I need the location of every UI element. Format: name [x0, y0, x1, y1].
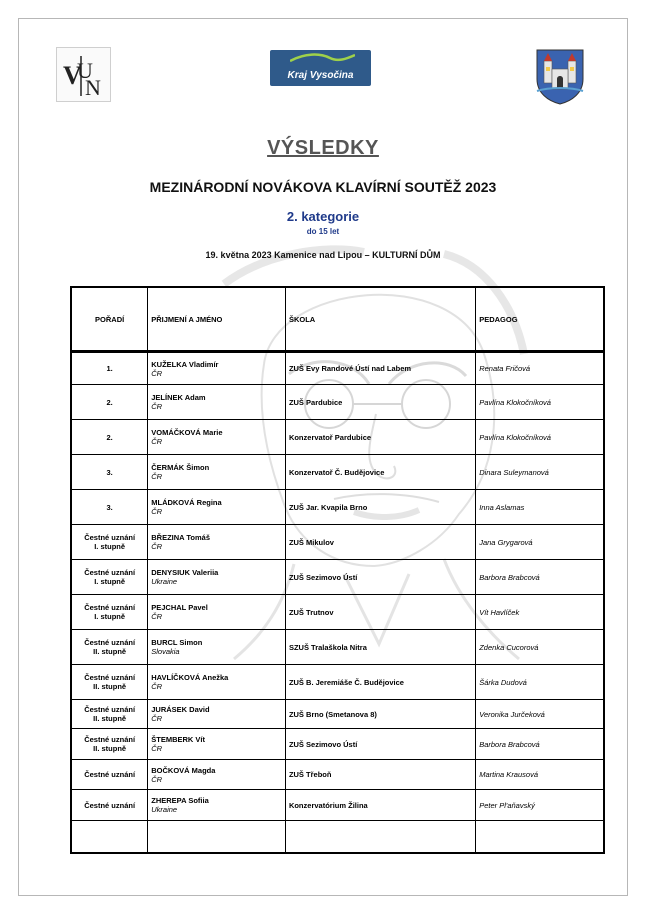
participant-name: VOMÁČKOVÁ Marie	[151, 428, 223, 437]
rank-cell	[71, 420, 148, 455]
svg-text:U: U	[77, 58, 93, 83]
name-cell	[148, 595, 286, 630]
rank-cell	[71, 385, 148, 420]
name-cell	[148, 790, 286, 821]
rank-cell	[71, 665, 148, 700]
teacher-cell: Šárka Dudová	[476, 665, 604, 700]
teacher-cell: Inna Aslamas	[476, 490, 604, 525]
table-row	[71, 760, 604, 790]
page-title: VÝSLEDKY	[267, 137, 379, 159]
rank-label: Čestné uznání	[84, 533, 136, 542]
vun-monogram-logo	[56, 47, 111, 102]
school-cell: ZUŠ B. Jeremiáše Č. Budějovice	[285, 665, 475, 700]
table-row	[71, 595, 604, 630]
school-cell: SZUŠ Tralaškola Nitra	[285, 630, 475, 665]
teacher-cell: Veronika Jurčeková	[476, 700, 604, 729]
teacher-cell: Barbora Brabcová	[476, 729, 604, 760]
participant-country: ČR	[151, 612, 163, 621]
school-cell: ZUŠ Brno (Smetanova 8)	[285, 700, 475, 729]
rank-cell	[71, 700, 148, 729]
participant-name: DENYSIUK Valeriia	[151, 568, 219, 577]
participant-country: ČR	[151, 714, 163, 723]
participant-country: ČR	[151, 744, 163, 753]
teacher-cell: Zdenka Cucorová	[476, 630, 604, 665]
name-cell	[148, 700, 286, 729]
participant-country: ČR	[151, 682, 163, 691]
rank-label: 3.	[106, 467, 113, 477]
table-row	[71, 385, 604, 420]
rank-level: I. stupně	[94, 542, 126, 551]
participant-name: BURCL Simon	[151, 638, 203, 647]
participant-country: ČR	[151, 507, 163, 516]
rank-label: Čestné uznání	[84, 568, 136, 577]
category-heading: 2. kategorie	[286, 209, 360, 224]
participant-name: BŘEZINA Tomáš	[151, 533, 210, 542]
participant-country: ČR	[151, 368, 163, 378]
name-cell	[148, 560, 286, 595]
name-cell	[148, 630, 286, 665]
brand-name: Kraj Vysočina	[287, 70, 354, 81]
document-page	[18, 18, 628, 896]
participant-name: PEJCHAL Pavel	[151, 603, 208, 612]
name-cell	[148, 665, 286, 700]
participant-name: JURÁSEK David	[151, 705, 210, 714]
city-crest-logo	[534, 47, 586, 105]
rank-level: I. stupně	[94, 612, 126, 621]
name-cell	[148, 525, 286, 560]
svg-text:V: V	[63, 61, 82, 90]
rank-level: II. stupně	[93, 647, 127, 656]
header-name: PŘIJMENÍ A JMÉNO	[148, 287, 286, 351]
school-cell: ZUŠ Evy Randové Ústí nad Labem	[285, 353, 475, 385]
school-cell: Konzervatórium Žilina	[285, 790, 475, 821]
rank-label: 3.	[106, 502, 113, 512]
rank-cell	[71, 760, 148, 790]
rank-cell	[71, 525, 148, 560]
name-cell	[148, 729, 286, 760]
header-school: ŠKOLA	[285, 287, 475, 351]
results-table	[70, 286, 605, 854]
table-row	[71, 490, 604, 525]
rank-cell	[71, 595, 148, 630]
rank-cell	[71, 729, 148, 760]
competition-name: MEZINÁRODNÍ NOVÁKOVA KLAVÍRNÍ SOUTĚŽ 2023	[149, 179, 497, 195]
header-rank: POŘADÍ	[71, 287, 148, 351]
rank-cell	[71, 821, 148, 853]
school-cell: ZUŠ Sezimovo Ústí	[285, 560, 475, 595]
table-row	[71, 560, 604, 595]
participant-country: ČR	[151, 437, 163, 446]
rank-cell	[71, 790, 148, 821]
school-cell: ZUŠ Jar. Kvapila Brno	[285, 490, 475, 525]
rank-level: II. stupně	[93, 682, 127, 691]
rank-label: Čestné uznání	[84, 673, 136, 682]
teacher-cell: Jana Grygarová	[476, 525, 604, 560]
school-cell: Konzervatoř Pardubice	[285, 420, 475, 455]
teacher-cell: Martina Krausová	[476, 760, 604, 790]
teacher-cell: Vít Havlíček	[476, 595, 604, 630]
kraj-vysocina-logo	[270, 50, 371, 86]
rank-label: Čestné uznání	[84, 770, 136, 779]
school-cell: ZUŠ Trutnov	[285, 595, 475, 630]
participant-country: Ukraine	[151, 805, 178, 814]
table-row	[71, 821, 604, 853]
name-cell	[148, 353, 286, 385]
participant-country: ČR	[151, 774, 163, 784]
table-row	[71, 353, 604, 385]
participant-country: ČR	[151, 542, 163, 551]
participant-name: ŠTEMBERK Vít	[151, 735, 205, 744]
rank-cell	[71, 630, 148, 665]
name-cell	[148, 760, 286, 790]
teacher-cell: Pavlína Klokočníková	[476, 385, 604, 420]
rank-cell	[71, 353, 148, 385]
participant-name: ZHEREPA Sofiia	[151, 796, 209, 805]
teacher-cell: Pavlína Klokočníková	[476, 420, 604, 455]
rank-label: Čestné uznání	[84, 735, 136, 744]
header-teacher: PEDAGOG	[476, 287, 604, 351]
rank-label: 2.	[106, 432, 113, 442]
table-row	[71, 700, 604, 729]
participant-name: HAVLÍČKOVÁ Anežka	[151, 673, 229, 682]
school-cell: ZUŠ Sezimovo Ústí	[285, 729, 475, 760]
table-row	[71, 455, 604, 490]
rank-label: Čestné uznání	[84, 638, 136, 647]
name-cell	[148, 455, 286, 490]
rank-label: 2.	[106, 397, 113, 407]
rank-cell	[71, 560, 148, 595]
teacher-cell: Peter Pl'aňavský	[476, 790, 604, 821]
school-cell: ZUŠ Mikulov	[285, 525, 475, 560]
table-header-row	[71, 287, 604, 351]
participant-name: JELÍNEK Adam	[151, 393, 206, 402]
participant-name: ČERMÁK Šimon	[151, 463, 210, 472]
participant-country: Slovakia	[151, 647, 180, 656]
participant-name: KUŽELKA Vladimír	[151, 359, 219, 369]
rank-label: Čestné uznání	[84, 603, 136, 612]
rank-label: 1.	[106, 364, 113, 373]
name-cell	[148, 821, 286, 853]
rank-cell	[71, 490, 148, 525]
rank-level: II. stupně	[93, 744, 127, 753]
name-cell	[148, 490, 286, 525]
rank-cell	[71, 455, 148, 490]
table-row	[71, 420, 604, 455]
school-cell: Konzervatoř Č. Budějovice	[285, 455, 475, 490]
svg-text:N: N	[85, 75, 101, 100]
name-cell	[148, 385, 286, 420]
teacher-cell: Renata Fričová	[476, 353, 604, 385]
table-row	[71, 790, 604, 821]
table-row	[71, 525, 604, 560]
event-date-place: 19. května 2023 Kamenice nad Lipou – KULTURNÍ DŮM	[205, 250, 441, 260]
participant-country: ČR	[151, 472, 163, 481]
teacher-cell: Dinara Suleymanová	[476, 455, 604, 490]
table-row	[71, 630, 604, 665]
school-cell: ZUŠ Pardubice	[285, 385, 475, 420]
participant-country: ČR	[151, 402, 163, 411]
participant-country: Ukraine	[151, 577, 178, 586]
table-row	[71, 729, 604, 760]
teacher-cell	[476, 821, 604, 853]
participant-name: MLÁDKOVÁ Regina	[151, 498, 222, 507]
participant-name: BOČKOVÁ Magda	[151, 765, 216, 775]
name-cell	[148, 420, 286, 455]
school-cell: ZUŠ Třeboň	[285, 760, 475, 790]
rank-label: Čestné uznání	[84, 800, 136, 810]
teacher-cell: Barbora Brabcová	[476, 560, 604, 595]
rank-label: Čestné uznání	[84, 705, 136, 714]
age-limit: do 15 let	[306, 227, 340, 236]
rank-level: I. stupně	[94, 577, 126, 586]
rank-level: II. stupně	[93, 714, 127, 723]
school-cell	[285, 821, 475, 853]
table-row	[71, 665, 604, 700]
